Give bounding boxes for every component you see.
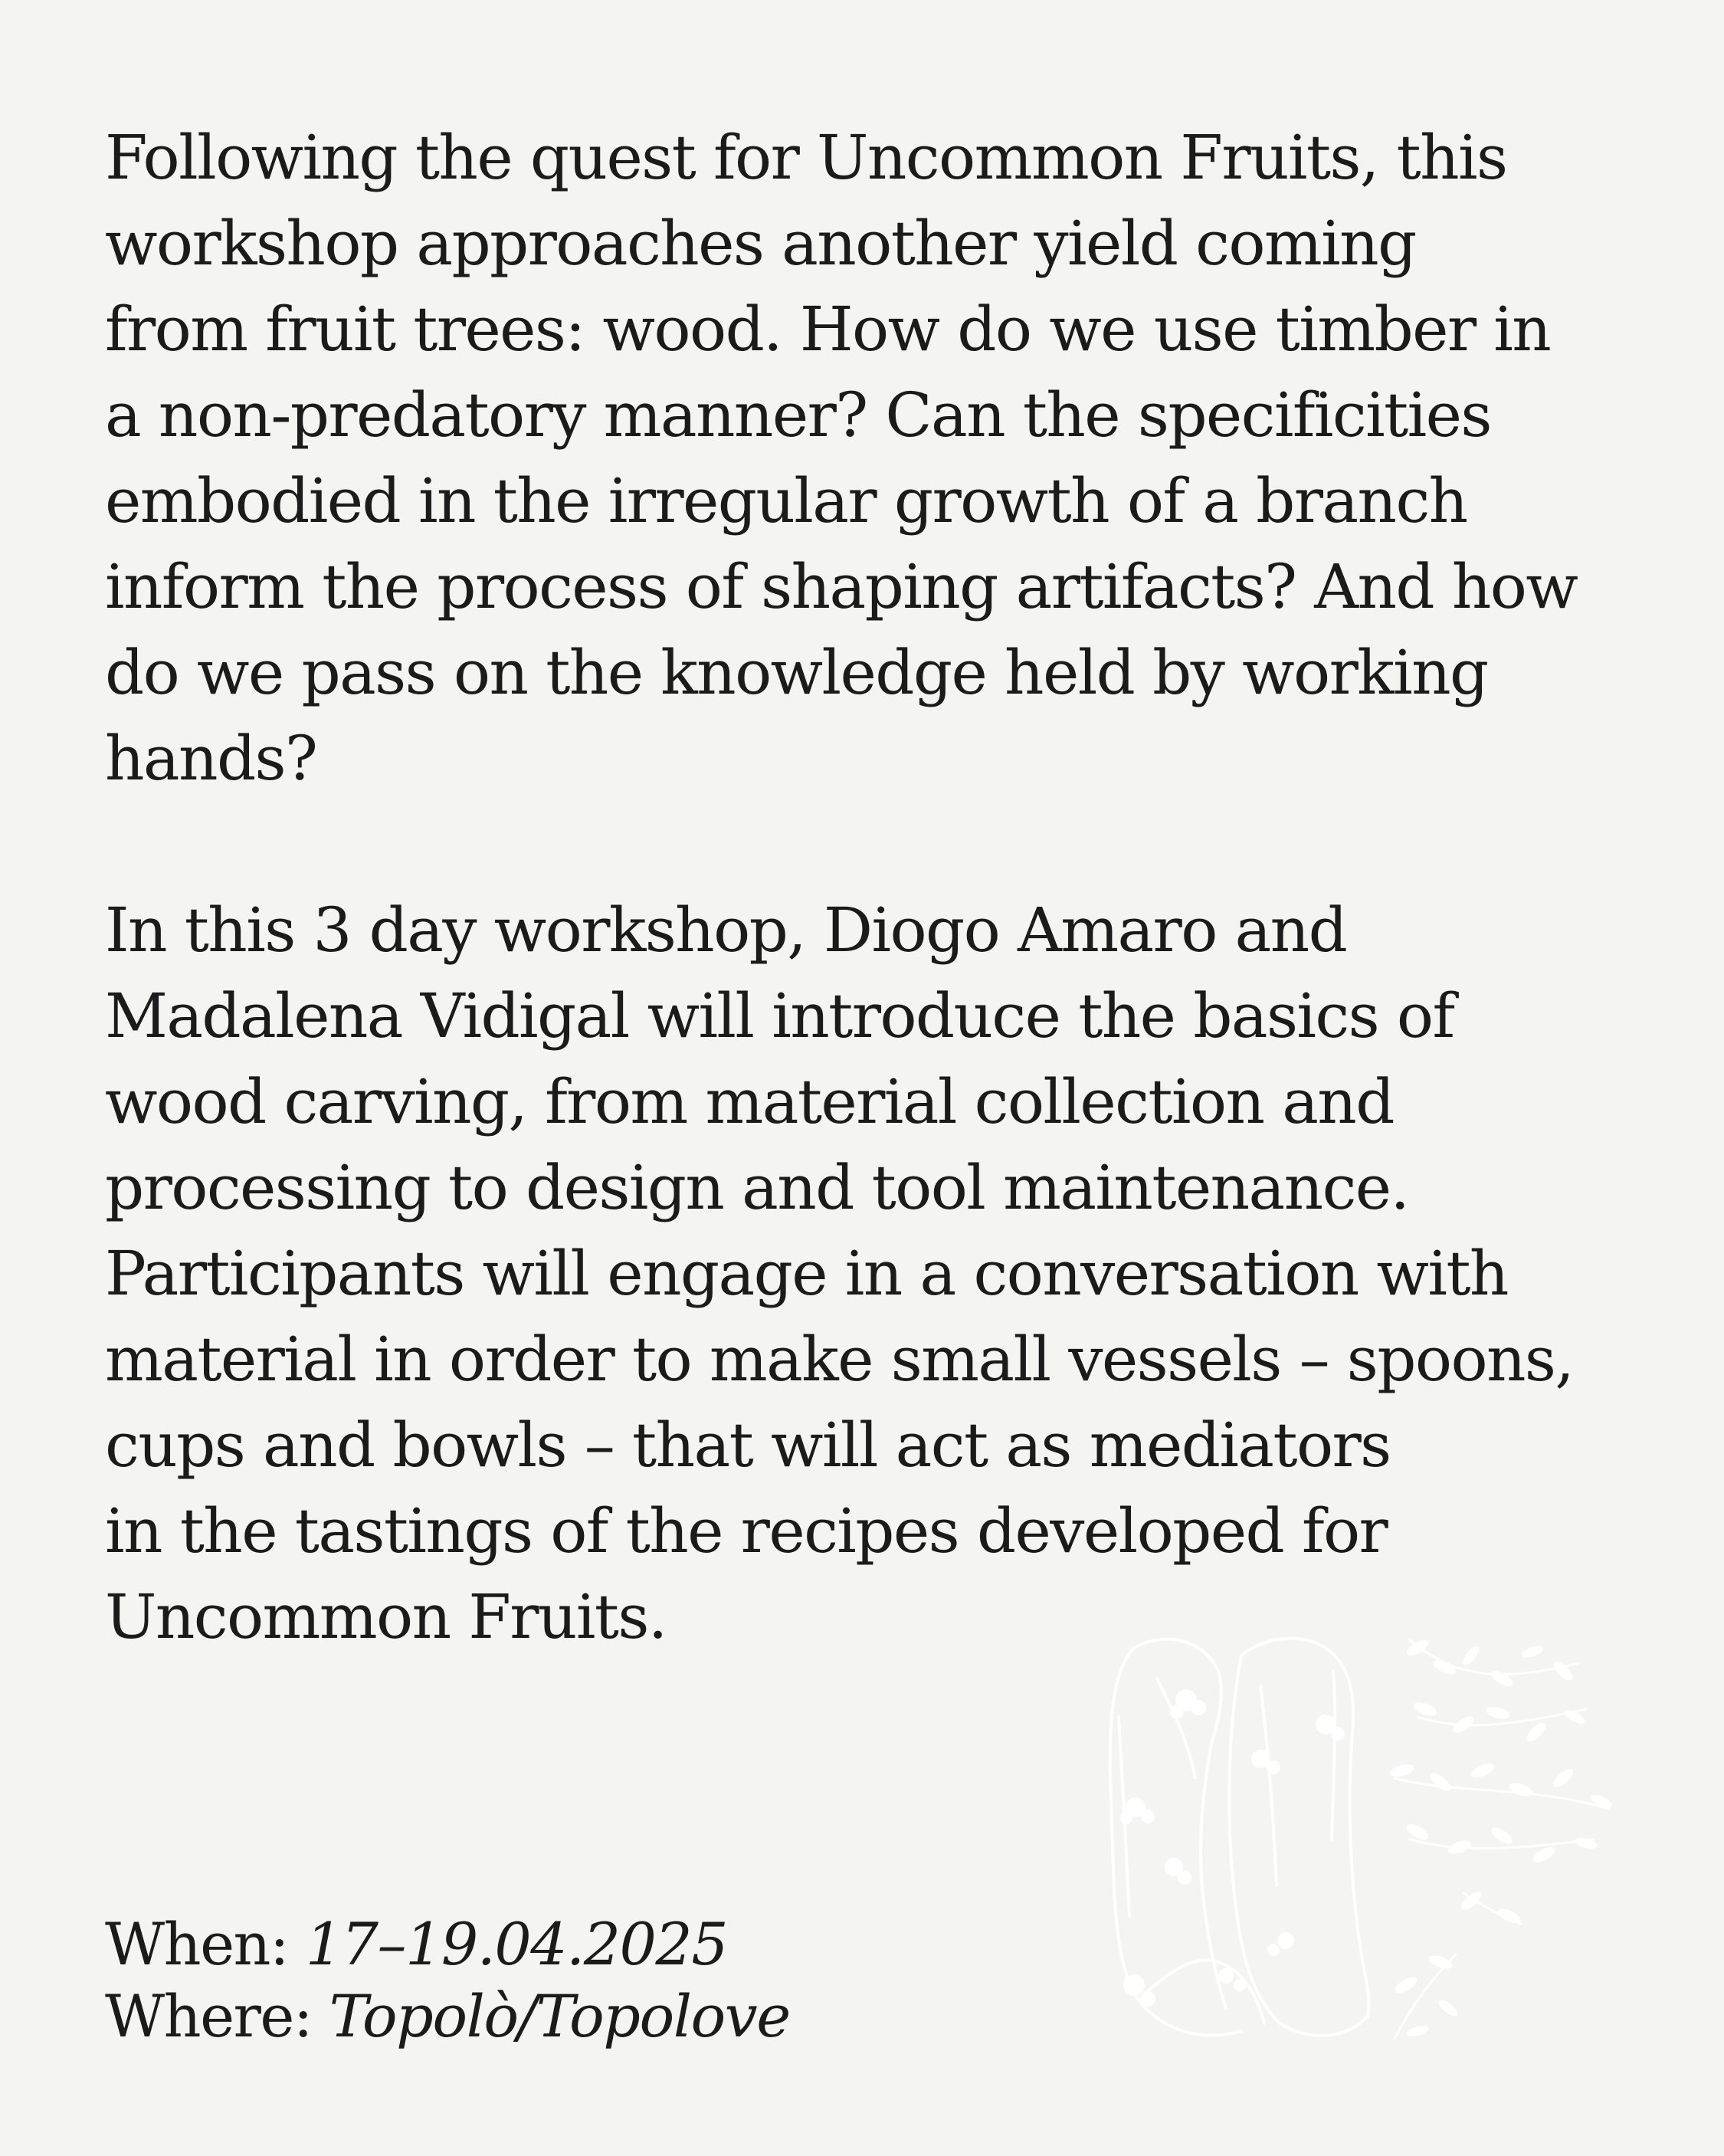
when-value: 17–19.04.2025 [305, 1910, 728, 1978]
text-line: Participants will engage in a conversation with [105, 1238, 1508, 1309]
where-label: Where: [105, 1982, 312, 2050]
right-vessel-outline [1229, 1639, 1368, 2036]
text-line: do we pass on the knowledge held by working [105, 637, 1488, 708]
text-line: Madalena Vidigal will introduce the basics of [105, 980, 1454, 1052]
text-line: from fruit trees: wood. How do we use timber in [105, 294, 1551, 365]
text-line: Following the quest for Uncommon Fruits, this [105, 122, 1507, 193]
text-line: a non-predatory manner? Can the specificities [105, 379, 1491, 451]
when-label: When: [105, 1910, 289, 1978]
text-line: processing to design and tool maintenance. [105, 1152, 1409, 1223]
workshop-description [105, 115, 1637, 1660]
text-line: wood carving, from material collection and [105, 1066, 1394, 1137]
text-line: in the tastings of the recipes developed for [105, 1495, 1388, 1567]
text-line: hands? [105, 723, 317, 794]
text-line: embodied in the irregular growth of a branch [105, 465, 1467, 537]
text-line: Uncommon Fruits. [105, 1581, 667, 1652]
text-line: workshop approaches another yield coming [105, 208, 1416, 279]
text-line: In this 3 day workshop, Diogo Amaro and [105, 894, 1347, 966]
text-line: material in order to make small vessels – spoons, [105, 1324, 1574, 1395]
intro-paragraph [105, 115, 1637, 802]
where-row [105, 1980, 790, 2053]
where-value: Topolò/Topolove [329, 1982, 790, 2050]
when-row [105, 1908, 790, 1980]
text-line: cups and bowls – that will act as mediators [105, 1409, 1391, 1481]
botanical-line-drawing-illustration [1103, 1625, 1640, 2054]
event-details [105, 1908, 790, 2053]
leaf-sprigs [1389, 1637, 1614, 2039]
workshop-details-paragraph [105, 888, 1637, 1660]
text-line: inform the process of shaping artifacts? And how [105, 551, 1578, 622]
